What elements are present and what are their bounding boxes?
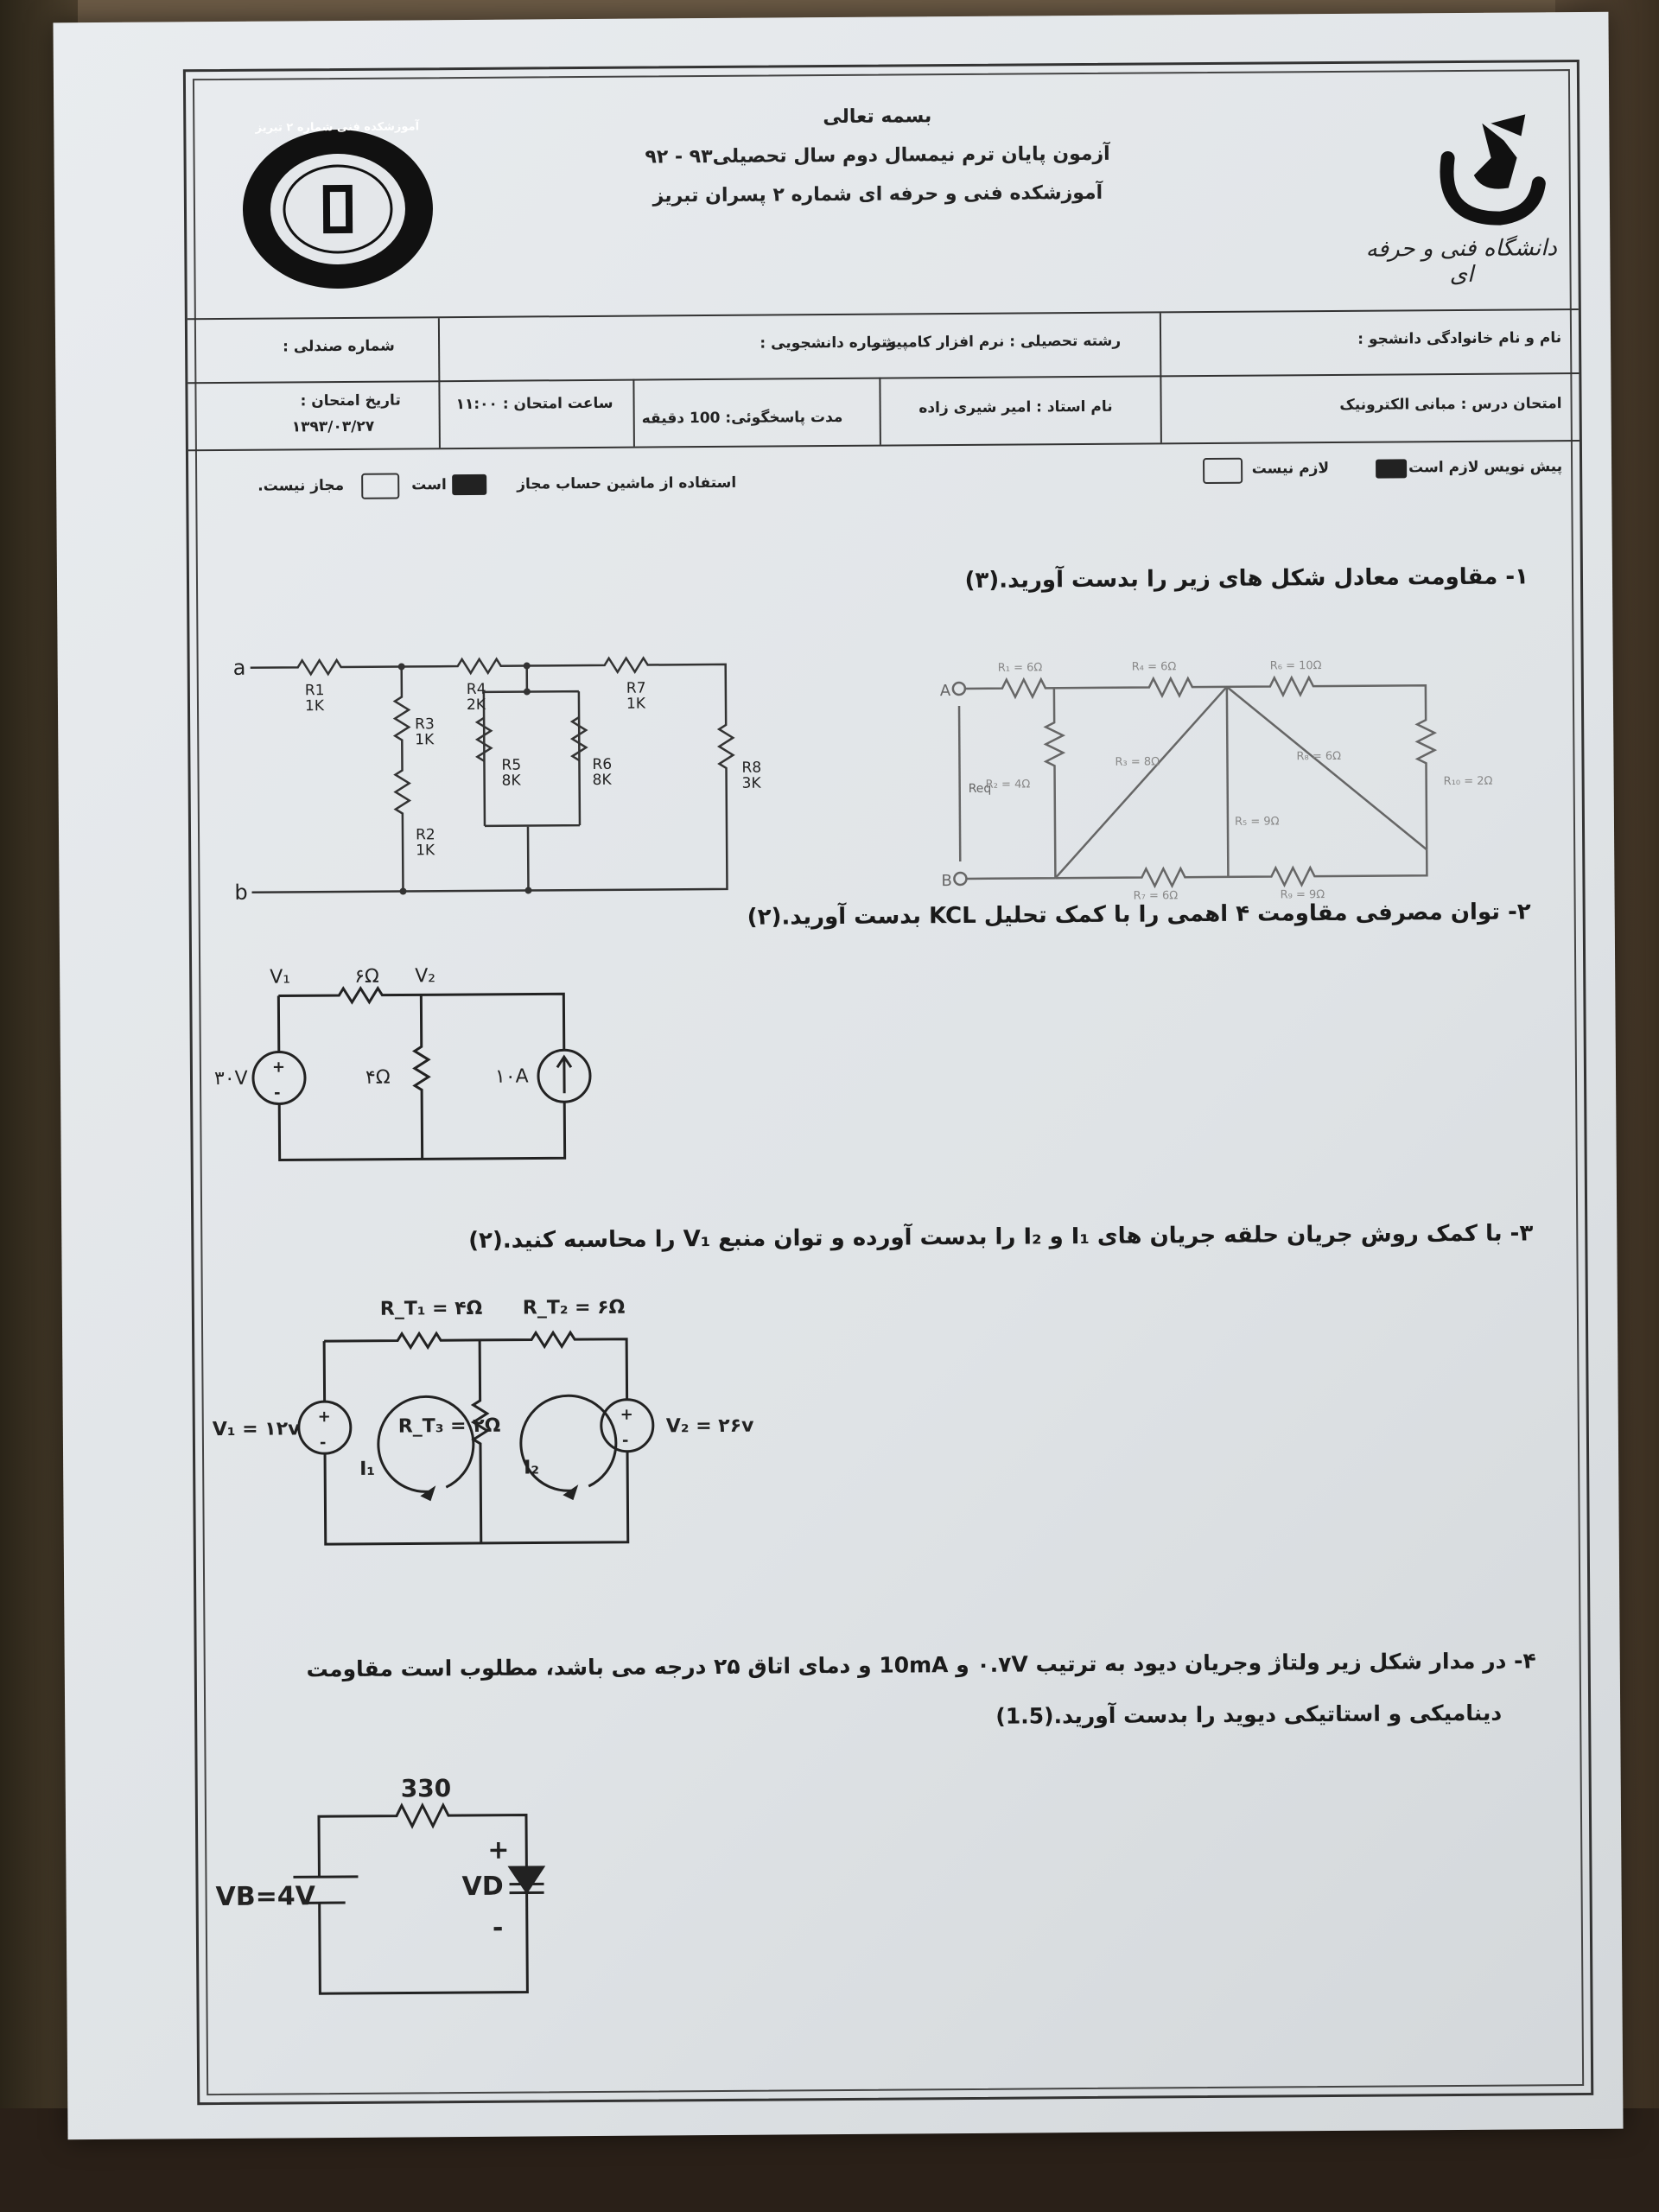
c3-r4-label: ۴Ω (365, 1066, 391, 1089)
university-logo-text: دانشگاه فنی و حرفه ای (1365, 235, 1558, 289)
r4-value: 2K (466, 696, 486, 714)
c3-v2-label: V₂ (415, 965, 436, 988)
c4-v2-minus: - (621, 1431, 629, 1450)
draft-not-required-box (1203, 458, 1243, 484)
c3-current-source: ۱۰A (494, 1065, 529, 1088)
c3-minus: - (274, 1084, 281, 1103)
calculator-is-label: است (411, 476, 447, 494)
r3-value: 1K (415, 731, 435, 749)
draft-not-required-label: لازم نیست (1251, 460, 1330, 478)
terminal-b: b (234, 880, 248, 905)
student-name-field: نام و نام خانوادگی دانشجو : (1357, 329, 1562, 348)
course-name: امتحان درس : مبانی الکترونیک (1339, 395, 1562, 414)
question-4-line-1: ۴- در مدار شکل زیر ولتاژ وجریان دیود به ترتیب ۰.۷V و 10mA و دمای اتاق ۲۵ درجه می باشد، مطلوب است مقاومت (306, 1648, 1536, 1682)
draft-required-box (1376, 459, 1407, 478)
c4-rt2-label: R_T₂ = ۶Ω (522, 1296, 626, 1319)
question-2: ۲- توان مصرفی مقاومت ۴ اهمی را با کمک تحلیل KCL بدست آورید.(۲) (747, 899, 1531, 931)
c2-r2-label: R₂ = 4Ω (985, 778, 1031, 791)
question-4-line-2: دینامیکی و استاتیکی دیوید را بدست آورید.(1.5) (995, 1700, 1503, 1729)
c2-r5-label: R₅ = 9Ω (1234, 815, 1280, 829)
c4-i1-label: I₁ (359, 1458, 376, 1480)
r3-label: R3 (415, 715, 435, 734)
c2-r10-label: R₁₀ = 2Ω (1443, 774, 1493, 789)
calculator-not-box (361, 474, 399, 499)
c2-r7-label: R₇ = 6Ω (1133, 889, 1179, 903)
c5-resistor-label: 330 (400, 1774, 452, 1803)
c4-v1-minus: - (319, 1433, 327, 1452)
c5-diode-voltage-label: VD (461, 1871, 504, 1903)
c2-r3-label: R₃ = 8Ω (1115, 755, 1160, 769)
c2-r4-label: R₄ = 6Ω (1131, 660, 1177, 674)
exam-date-label: تاریخ امتحان : (300, 391, 401, 410)
header-exam-line: آزمون پایان ترم نیمسال دوم سال تحصیلی۹۳ - ۹۲ (645, 143, 1110, 168)
c3-plus: + (271, 1058, 286, 1077)
exam-date-value: ۱۳۹۳/۰۳/۲۷ (291, 417, 375, 436)
r5-value: 8K (501, 772, 521, 790)
r2-label: R2 (415, 826, 435, 844)
draft-required-label: پیش نویس لازم است (1408, 458, 1563, 477)
c3-voltage-source: ۳۰V (213, 1067, 248, 1090)
r7-value: 1K (626, 695, 646, 713)
school-seal-text: آموزشکده فنی شماره ۲ تبریز (255, 120, 420, 135)
r7-label: R7 (626, 679, 646, 697)
c2-r6-label: R₆ = 10Ω (1269, 659, 1322, 673)
c4-v2-plus: + (620, 1405, 633, 1424)
university-logo (1352, 105, 1570, 297)
circuit-3-kcl (213, 950, 669, 1169)
circuit-2-bridge (889, 616, 1513, 906)
c4-v1-label: V₁ = ۱۲v (212, 1418, 301, 1441)
circuit-4-mesh (212, 1277, 818, 1567)
r6-label: R6 (592, 755, 613, 773)
r5-label: R5 (501, 756, 522, 774)
r1-value: 1K (304, 697, 325, 715)
c2-r1-label: R₁ = 6Ω (997, 661, 1043, 675)
c2-req-label: Req (968, 781, 992, 796)
teacher-name: نام استاد : امیر شیری زاده (918, 397, 1113, 417)
exam-sheet (183, 60, 1593, 2105)
c2-terminal-a: A (939, 682, 951, 701)
c2-r9-label: R₉ = 9Ω (1280, 888, 1325, 902)
r8-value: 3K (741, 774, 761, 792)
student-number-field: شماره دانشجویی : (760, 334, 897, 353)
c4-v1-plus: + (317, 1408, 331, 1427)
header-school-line: آموزشکده فنی و حرفه ای شماره ۲ پسران تبریز (652, 181, 1103, 207)
c5-plus: + (487, 1834, 510, 1866)
circuit-1-ladder (207, 620, 813, 910)
field-of-study: رشته تحصیلی : نرم افزار کامپیوتر (872, 332, 1122, 352)
c4-i2-label: I₂ (524, 1457, 540, 1479)
c4-v2-label: V₂ = ۲۶v (665, 1414, 754, 1438)
r2-value: 1K (416, 842, 435, 860)
info-table (188, 308, 1580, 451)
question-3: ۳- با کمک روش جریان حلقه جریان های I₁ و I₂ را بدست آورده و توان منبع V₁ را محاسبه کنید.(۲) (468, 1220, 1534, 1254)
exam-time: ساعت امتحان : ۱۱:۰۰ (455, 394, 613, 414)
r8-label: R8 (741, 759, 762, 777)
c5-minus: - (492, 1912, 504, 1943)
r1-label: R1 (304, 682, 325, 700)
exam-duration: مدت پاسخگوئی: 100 دقیقه (641, 408, 843, 428)
r4-label: R4 (466, 680, 486, 698)
calculator-not-label: مجاز نیست. (257, 476, 345, 495)
circuit-5-diode (198, 1763, 649, 2008)
c2-terminal-b: B (941, 872, 952, 891)
c3-r6-label: ۶Ω (354, 965, 379, 988)
seat-number-field: شماره صندلی : (283, 337, 395, 356)
exam-paper (53, 12, 1623, 2140)
c2-r8-label: R₈ = 6Ω (1296, 749, 1342, 764)
c5-battery-label: VB=4V (215, 1881, 316, 1913)
school-seal-logo (238, 122, 437, 296)
question-1: ۱- مقاومت معادل شکل های زیر را بدست آورید.(۳) (964, 563, 1529, 594)
calculator-label: استفاده از ماشین حساب مجاز (517, 474, 737, 493)
terminal-a: a (232, 655, 246, 680)
c4-rt1-label: R_T₁ = ۴Ω (379, 1297, 483, 1320)
header-title: بسمه تعالی (823, 105, 932, 129)
r6-value: 8K (592, 771, 612, 789)
c4-rt3-label: R_T₃ = ۲Ω (397, 1414, 501, 1438)
calculator-allowed-box (452, 474, 486, 495)
c3-v1-label: V₁ (270, 966, 291, 988)
